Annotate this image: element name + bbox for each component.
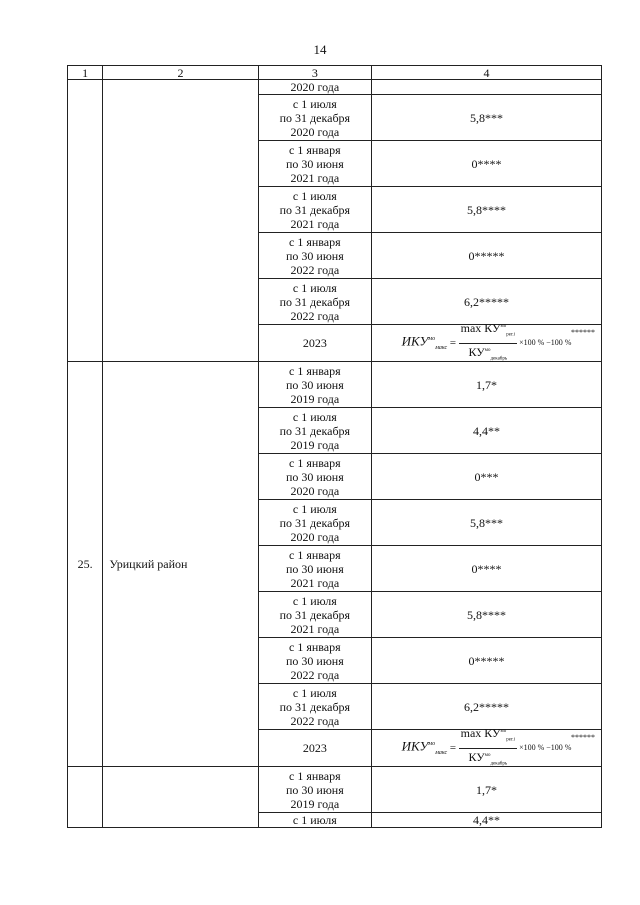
period-cell (258, 408, 371, 454)
period-line: по 31 декабря (279, 607, 351, 622)
district-number: 25. (77, 557, 93, 571)
value-cell: 0***** (372, 233, 602, 279)
period-line: 2021 года (290, 170, 340, 185)
formula-lhs: $ИКУ^{мо}_{макс}$ (401, 737, 448, 756)
formula-numerator: $\max КУ^{мо}_{рег.i}$ (459, 320, 517, 343)
row-number-cell (68, 362, 103, 767)
period-cell (258, 500, 371, 546)
period-line: по 30 июня (285, 248, 344, 263)
header-col-2: 2 (103, 66, 258, 80)
formula-num-sup: мо (500, 729, 507, 735)
period-line: 2020 года (290, 529, 340, 544)
period-line: 2022 года (290, 262, 340, 277)
formula-num-sup: мо (500, 324, 507, 330)
period-line: по 31 декабря (279, 110, 351, 125)
period-line: 2019 года (290, 391, 340, 406)
value-cell: 4,4** (372, 408, 602, 454)
formula-den-sub: декабрь (490, 355, 508, 361)
header-col-3: 3 (258, 66, 371, 80)
period-cell (258, 813, 371, 828)
value-cell: 0**** (372, 141, 602, 187)
period-line: с 1 января (289, 768, 341, 783)
period-line: с 1 января (289, 547, 341, 562)
formula-num-sub: рег.i (506, 332, 516, 338)
period-cell (258, 80, 371, 95)
value-cell: 5,8*** (372, 95, 602, 141)
period-cell (258, 546, 371, 592)
period-line: с 1 июля (292, 813, 337, 827)
period-line: 2019 года (290, 437, 340, 452)
value-cell (372, 726, 602, 767)
period-line: 2020 года (290, 483, 340, 498)
formula-tail: ×100 % −100 % (519, 743, 572, 752)
formula-den-sup: мо (484, 347, 491, 353)
formula-num-sub: рег.i (506, 737, 516, 743)
period-line: с 1 января (289, 639, 341, 654)
period-line: по 30 июня (285, 377, 344, 392)
table-row (68, 80, 602, 95)
formula-lhs-sub: макс (435, 749, 448, 756)
header-col-4: 4 (372, 66, 602, 80)
period-line: 2023 (302, 336, 327, 350)
page-number: 14 (313, 42, 327, 57)
period-line: с 1 января (289, 455, 341, 470)
tariff-table (67, 65, 602, 828)
period-line: с 1 января (289, 234, 341, 249)
formula-lhs-sup: мо (428, 740, 436, 747)
row-number-cell (68, 767, 103, 828)
value-cell: 0**** (372, 546, 602, 592)
table-row (68, 767, 602, 813)
table-header-row (68, 66, 602, 80)
period-cell (258, 684, 371, 730)
district-name-cell (103, 767, 258, 828)
period-line: с 1 января (289, 142, 341, 157)
value-cell: 5,8**** (372, 592, 602, 638)
formula-denominator: $КУ^{мо}_{декабрь}$ (468, 749, 508, 766)
formula-footnote-stars: ****** (571, 733, 595, 742)
period-cell (258, 95, 371, 141)
period-line: по 31 декабря (279, 515, 351, 530)
value-cell: 6,2***** (372, 279, 602, 325)
table-row (68, 362, 602, 408)
period-cell (258, 233, 371, 279)
formula-tail: ×100 % −100 % (519, 338, 572, 347)
period-line: с 1 июля (292, 501, 337, 516)
formula (372, 726, 601, 766)
period-cell (258, 325, 371, 362)
formula-den-sup: мо (484, 752, 491, 758)
formula-lhs-sub: макс (435, 344, 448, 351)
period-line: по 31 декабря (279, 423, 351, 438)
formula-equals: = (449, 337, 457, 349)
formula-lhs: $ИКУ^{мо}_{макс}$ (401, 332, 448, 351)
period-line: с 1 июля (292, 409, 337, 424)
formula-denominator: $КУ^{мо}_{декабрь}$ (468, 344, 508, 361)
period-line: с 1 января (289, 363, 341, 378)
value-cell: 4,4** (372, 813, 602, 828)
period-cell (258, 362, 371, 408)
period-line: по 31 декабря (279, 202, 351, 217)
formula-fraction (459, 320, 517, 366)
value-cell: 5,8**** (372, 187, 602, 233)
formula (372, 321, 601, 361)
period-line: 2022 года (290, 667, 340, 682)
period-cell (258, 767, 371, 813)
period-line: с 1 июля (292, 593, 337, 608)
period-line: по 30 июня (285, 156, 344, 171)
period-line: 2022 года (290, 713, 340, 728)
header-col-1: 1 (68, 66, 103, 80)
value-cell (372, 321, 602, 362)
district-name: Урицкий район (109, 557, 188, 571)
value-cell: 1,7* (372, 362, 602, 408)
period-cell (258, 638, 371, 684)
period-line: с 1 июля (292, 280, 337, 295)
period-line: 2023 (302, 741, 327, 755)
formula-equals: = (449, 742, 457, 754)
formula-den-sub: декабрь (490, 760, 508, 766)
period-line: по 30 июня (285, 653, 344, 668)
formula-numerator: $\max КУ^{мо}_{рег.i}$ (459, 725, 517, 748)
period-line: по 30 июня (285, 469, 344, 484)
period-line: по 31 декабря (279, 294, 351, 309)
period-line: с 1 июля (292, 188, 337, 203)
district-name-cell (103, 362, 258, 767)
period-line: по 30 июня (285, 561, 344, 576)
period-line: 2021 года (290, 621, 340, 636)
period-cell (258, 279, 371, 325)
period-line: с 1 июля (292, 96, 337, 111)
period-line: по 31 декабря (279, 699, 351, 714)
period-cell (258, 187, 371, 233)
period-cell (258, 730, 371, 767)
period-line: по 30 июня (285, 782, 344, 797)
formula-fraction (459, 725, 517, 771)
period-cell (258, 141, 371, 187)
district-name-cell (103, 80, 258, 362)
period-line: 2020 года (290, 124, 340, 139)
period-line: 2021 года (290, 216, 340, 231)
value-cell: 0*** (372, 454, 602, 500)
row-number-cell (68, 80, 103, 362)
value-cell: 5,8*** (372, 500, 602, 546)
period-line: 2022 года (290, 308, 340, 323)
period-line: 2021 года (290, 575, 340, 590)
value-cell (372, 80, 602, 95)
period-line: 2020 года (290, 80, 340, 94)
period-cell (258, 454, 371, 500)
value-cell: 0***** (372, 638, 602, 684)
period-line: с 1 июля (292, 685, 337, 700)
period-line: 2019 года (290, 796, 340, 811)
value-cell: 1,7* (372, 767, 602, 813)
value-cell: 6,2***** (372, 684, 602, 730)
formula-footnote-stars: ****** (571, 328, 595, 337)
period-cell (258, 592, 371, 638)
formula-lhs-sup: мо (428, 335, 436, 342)
